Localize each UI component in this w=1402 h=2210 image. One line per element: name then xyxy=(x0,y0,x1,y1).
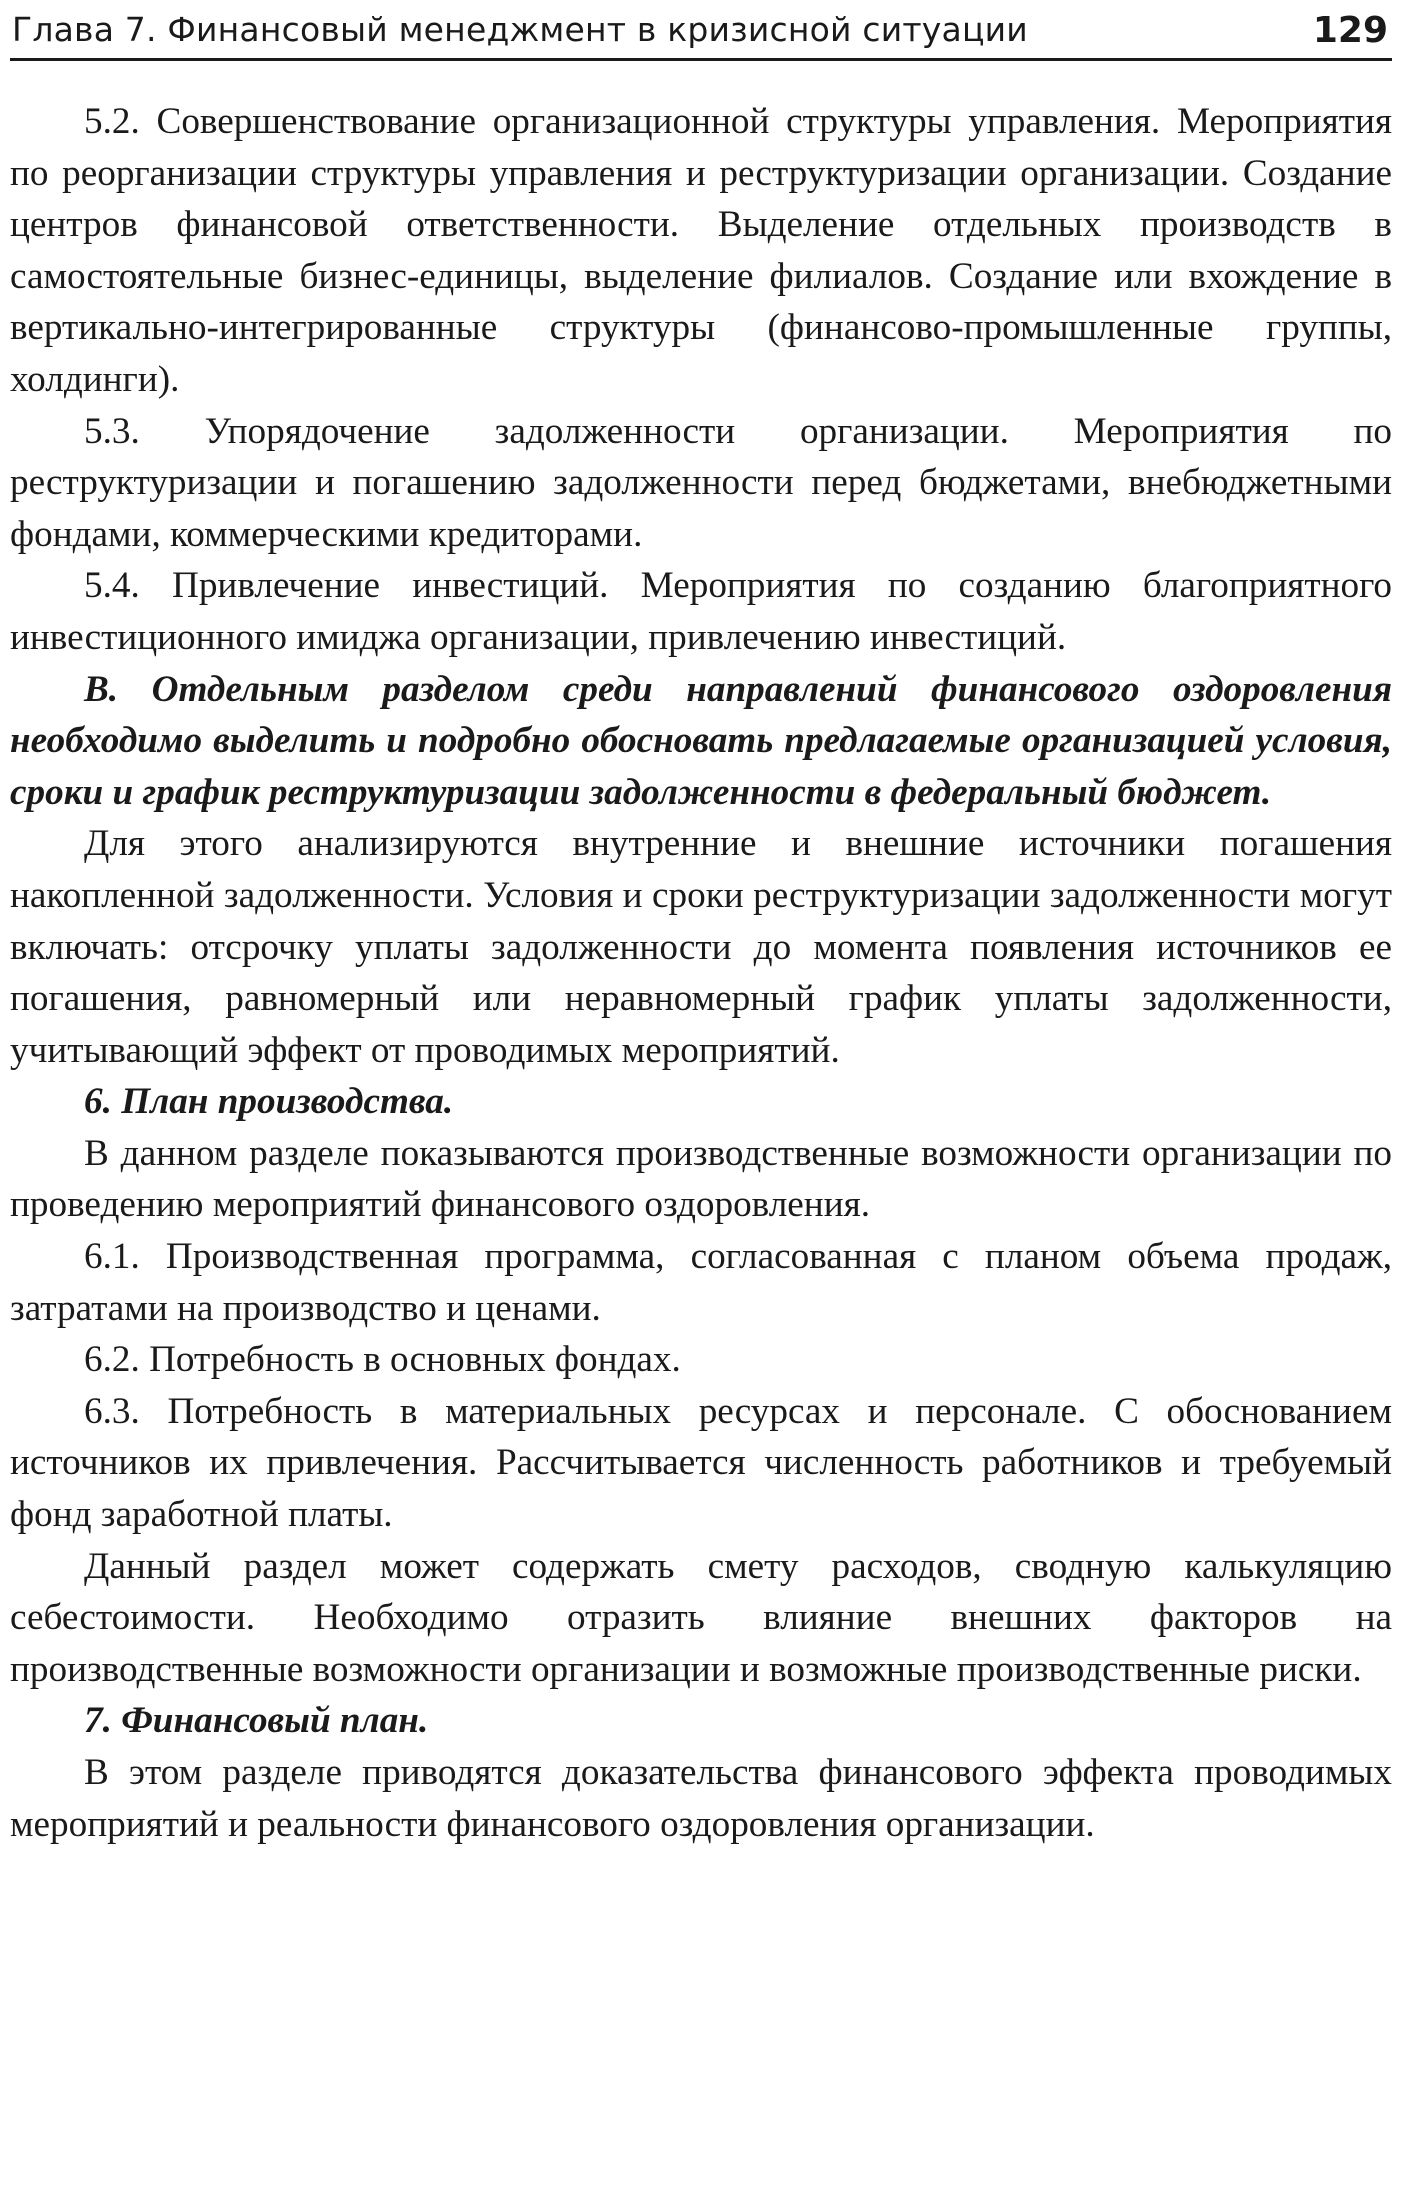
paragraph-5-2: 5.2. Совершенствование организационной структуры управления. Мероприятия по реорганизации структуры управления и реструктуризации организации. Создание центров финансовой ответственности. Выделение отдельных производств в самостоятельные бизнес-единицы, выделение филиалов. Создание или вхождение в вертикально-интегрированные структуры (финансово-промышленные группы, холдинги). xyxy=(10,101,1392,400)
page-body xyxy=(10,96,1392,1850)
chapter-title: Глава 7. Финансовый менеджмент в кризисной ситуации xyxy=(12,10,1028,49)
paragraph-restructuring-terms: Для этого анализируются внутренние и внешние источники погашения накопленной задолженности. Условия и сроки реструктуризации задолженности могут включать: отсрочку уплаты задолженности до момента появления источников ее погашения, равномерный или неравномерный график уплаты задолженности, учитывающий эффект от проводимых мероприятий. xyxy=(10,823,1392,1071)
book-page xyxy=(10,0,1392,2210)
page-number: 129 xyxy=(1312,10,1388,51)
running-header xyxy=(10,8,1392,61)
paragraph-financial-intro: В этом разделе приводятся доказательства финансового эффекта проводимых мероприятий и реальности финансового оздоровления организации. xyxy=(10,1752,1392,1845)
paragraph-6-1: 6.1. Производственная программа, согласованная с планом объема продаж, затратами на производство и ценами. xyxy=(10,1236,1392,1329)
paragraph-v-emphasis: В. Отдельным разделом среди направлений финансового оздоровления необходимо выделить и подробно обосновать предлагаемые организацией условия, сроки и график реструктуризации задолженности в федеральный бюджет. xyxy=(10,668,1392,813)
section-heading-production-plan: 6. План производства. xyxy=(84,1081,454,1123)
paragraph-6-3: 6.3. Потребность в материальных ресурсах и персонале. С обоснованием источников их привлечения. Рассчитывается численность работников и требуемый фонд заработной платы. xyxy=(10,1390,1392,1536)
section-heading-financial-plan: 7. Финансовый план. xyxy=(84,1700,429,1742)
paragraph-production-intro: В данном разделе показываются производственные возможности организации по проведению мероприятий финансового оздоровления. xyxy=(10,1132,1392,1226)
paragraph-5-3: 5.3. Упорядочение задолженности организации. Мероприятия по реструктуризации и погашению задолженности перед бюджетами, внебюджетными фондами, коммерческими кредиторами. xyxy=(10,410,1392,555)
paragraph-6-2: 6.2. Потребность в основных фондах. xyxy=(84,1339,681,1381)
paragraph-cost-estimate: Данный раздел может содержать смету расходов, сводную калькуляцию себестоимости. Необходимо отразить влияние внешних факторов на производственные возможности организации и возможные производственные риски. xyxy=(10,1545,1392,1690)
paragraph-5-4: 5.4. Привлечение инвестиций. Мероприятия по созданию благоприятного инвестиционного имиджа организации, привлечению инвестиций. xyxy=(10,565,1392,658)
